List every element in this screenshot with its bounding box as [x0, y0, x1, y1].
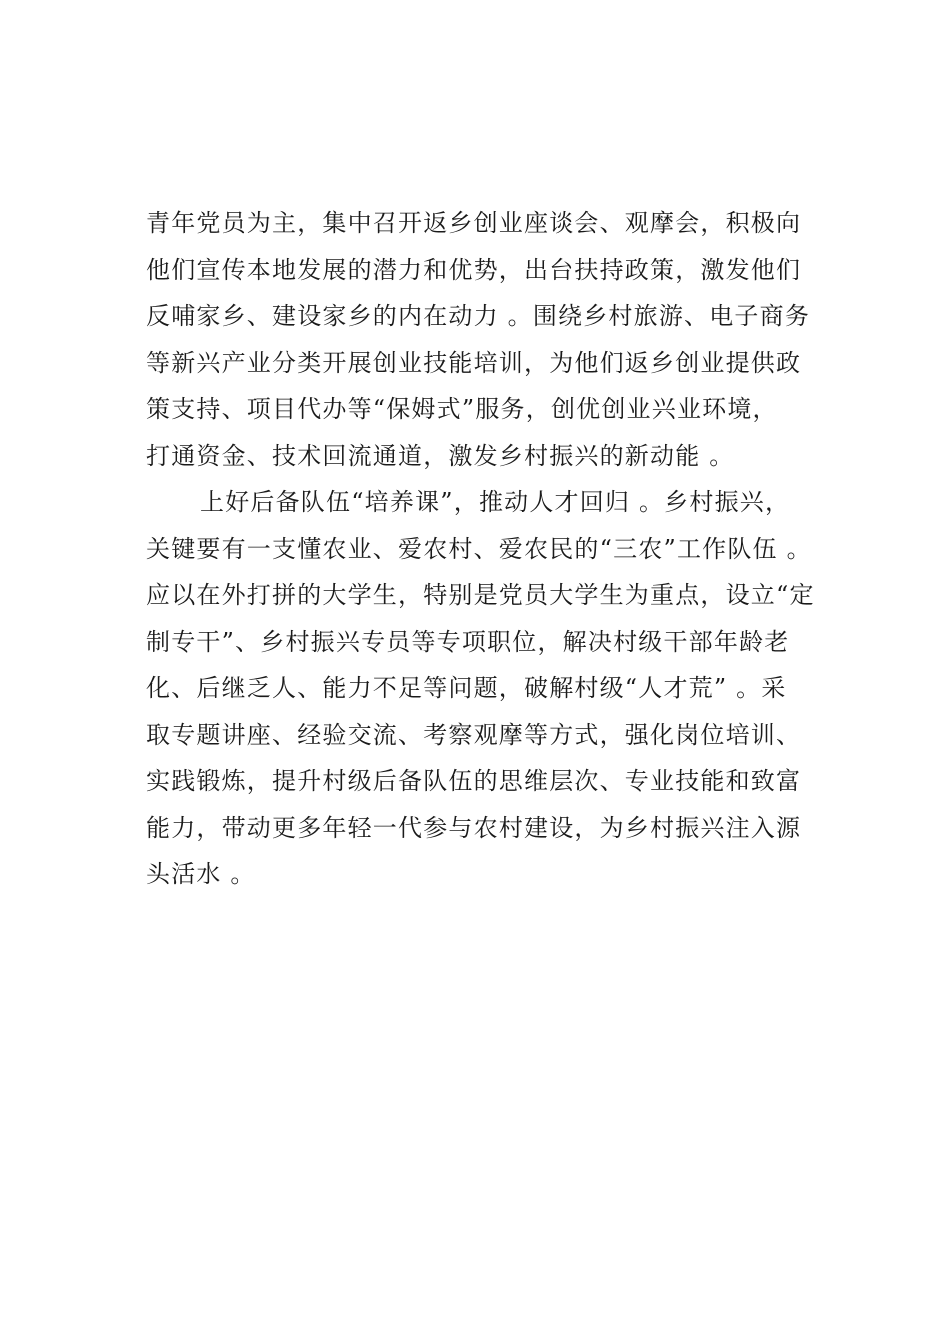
- text-line: 关键要有一支懂农业、爱农村、爱农民的“三农”工作队伍 。: [146, 534, 812, 563]
- paragraph-continued: [146, 200, 846, 479]
- text-line: 上好后备队伍“培养课”，推动人才回归 。乡村振兴，: [200, 488, 791, 516]
- text-line: 青年党员为主，集中召开返乡创业座谈会、观摩会，积极向: [146, 209, 802, 237]
- text-line: 应以在外打拼的大学生，特别是党员大学生为重点，设立“定: [146, 581, 815, 609]
- text-line: 打通资金、技术回流通道，激发乡村振兴的新动能 。: [146, 441, 735, 470]
- document-body: [146, 200, 846, 898]
- text-line: 等新兴产业分类开展创业技能培训，为他们返乡创业提供政: [146, 348, 802, 377]
- text-line: 头活水 。: [146, 860, 256, 888]
- text-line: 实践锻炼，提升村级后备队伍的思维层次、专业技能和致富: [146, 767, 802, 795]
- text-line: 反哺家乡、建设家乡的内在动力 。围绕乡村旅游、电子商务: [146, 302, 811, 330]
- text-line: 策支持、项目代办等“保姆式”服务，创优创业兴业环境，: [146, 395, 778, 423]
- text-line: 化、后继乏人、能力不足等问题，破解村级“人才荒” 。采: [146, 674, 787, 702]
- text-line: 能力，带动更多年轻一代参与农村建设，为乡村振兴注入源: [146, 813, 802, 842]
- text-line: 他们宣传本地发展的潜力和优势，出台扶持政策，激发他们: [146, 255, 802, 284]
- text-line: 取专题讲座、经验交流、考察观摩等方式，强化岗位培训、: [146, 720, 802, 749]
- text-line: 制专干”、乡村振兴专员等专项职位，解决村级干部年龄老: [146, 627, 790, 656]
- paragraph-reserve-team: [146, 479, 846, 898]
